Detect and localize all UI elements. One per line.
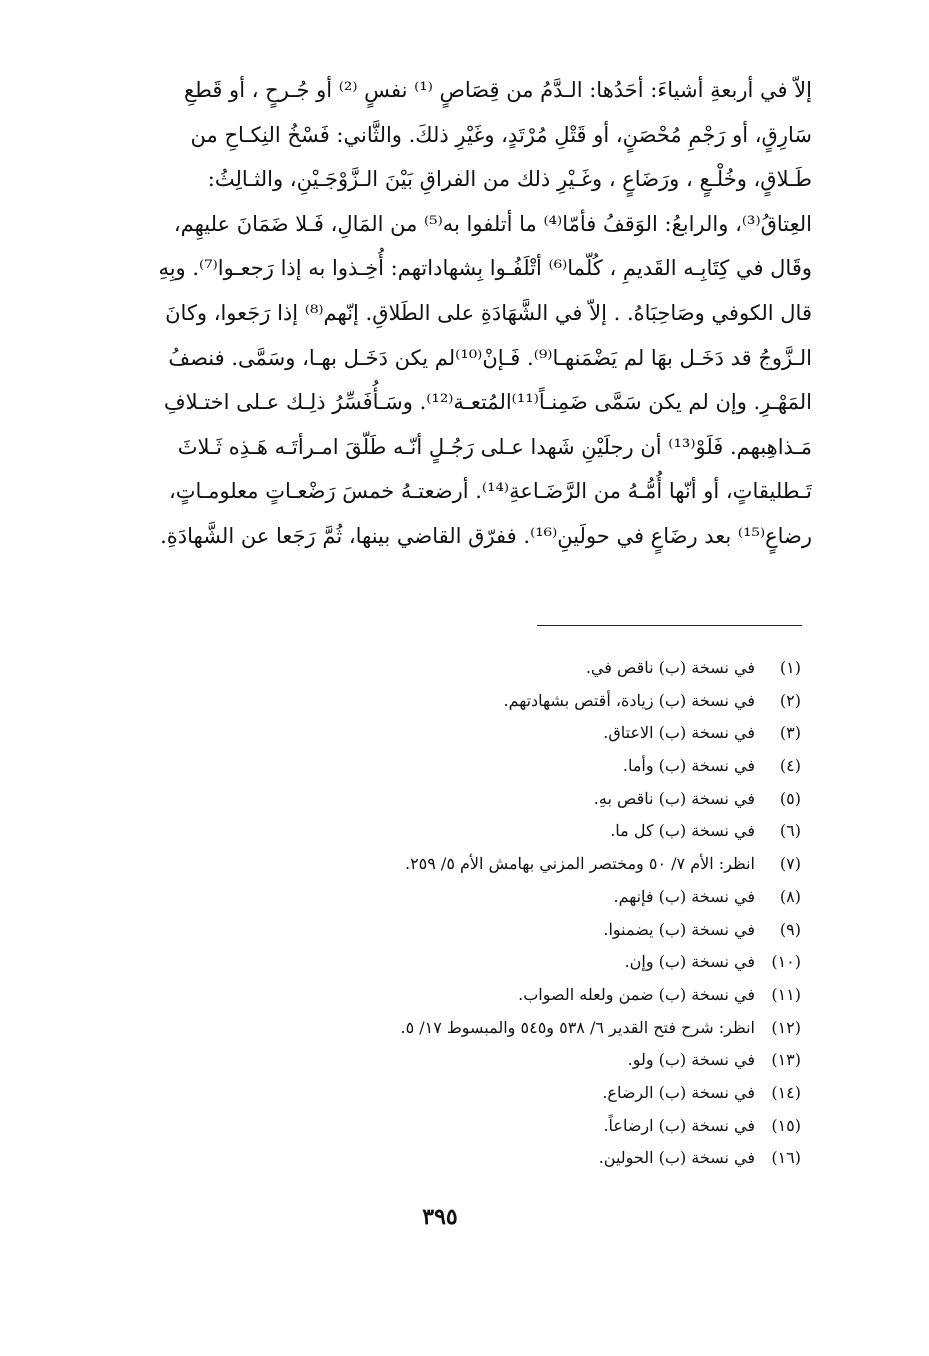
text-line: رضاعٍ⁽¹⁵⁾ بعد رضَاعٍ في حولَينِ⁽¹⁶⁾. ففرّق القاضي بينها، ثُمَّ رَجَعا عن الشَّهادَةِ. xyxy=(160,523,812,548)
footnote-item xyxy=(200,1044,801,1077)
text-line: الـزَّوجُ قد دَخَـل بهَا لم يَضْمَنهـا⁽⁹⁾. فَـإنْ⁽¹⁰⁾لم يكن دَخَـل بهـا، وسَمَّى. فنصفُ xyxy=(168,345,812,370)
page-number: ٣٩٥ xyxy=(422,1204,458,1230)
footnote-number: (١٦) xyxy=(771,1148,801,1168)
text-line: طَـلاقٍ، وخُلْـعٍ ، ورَضَاعٍ ، وغَـيْرِ ذلك من الفراقِ بَيْنَ الـزَّوْجَـيْنِ، والثـالِثُ: xyxy=(207,167,812,192)
footnote-item xyxy=(200,717,801,750)
footnote-item xyxy=(200,1142,801,1175)
footnote-text: انظر: الأم ٧/ ٥٠ ومختصر المزني بهامش الأم ٥/ ٢٥٩. xyxy=(404,854,755,874)
footnote-text: انظر: شرح فتح القدير ٦/ ٥٣٨ و٥٤٥ والمبسوط ١٧/ ٥. xyxy=(400,1017,755,1037)
footnote-number: (١٠) xyxy=(771,952,801,972)
footnote-item xyxy=(200,881,801,914)
text-line: تَـطليقاتٍ، أو أنّها أُمُّـهُ من الرَّضَـاعةِ⁽¹⁴⁾. أرضعتـهُ خمسَ رَضْعـاتٍ معلومـاتٍ، xyxy=(169,479,812,504)
text-line: المَهْـرِ. وإن لم يكن سَمَّى ضَمِنـاً⁽¹¹⁾المُتعـة⁽¹²⁾. وسَـأُفَسِّرُ ذلِـك عـلى اختـلافِ xyxy=(163,390,812,415)
footnote-item xyxy=(200,1077,801,1110)
footnote-text: في نسخة (ب) ولو. xyxy=(627,1050,755,1070)
footnote-text: في نسخة (ب) فإنهم. xyxy=(613,886,755,906)
footnote-number: (١) xyxy=(779,658,801,677)
footnote-separator-rule xyxy=(537,625,802,626)
footnote-item xyxy=(200,848,801,881)
footnote-number: (٣) xyxy=(779,723,801,743)
footnote-text: في نسخة (ب) الاعتاق. xyxy=(603,723,755,743)
footnote-text: في نسخة (ب) ناقص بهِ. xyxy=(593,788,755,808)
footnote-text: في نسخة (ب) ارضاعاً. xyxy=(603,1115,755,1135)
footnote-item xyxy=(200,652,801,685)
footnote-item xyxy=(200,750,801,783)
footnote-number: (٥) xyxy=(779,788,801,808)
footnote-item xyxy=(200,979,801,1012)
footnote-text: في نسخة (ب) وأما. xyxy=(622,756,755,776)
footnote-text: في نسخة (ب) ناقص في. xyxy=(585,658,755,677)
footnote-text: في نسخة (ب) كل ما. xyxy=(610,821,755,841)
footnote-number: (٤) xyxy=(779,756,801,776)
footnotes-list xyxy=(200,652,801,1175)
main-text-block xyxy=(100,68,812,559)
footnote-text: في نسخة (ب) زيادة، أقتص بشهادتهم. xyxy=(503,690,755,710)
footnote-number: (٢) xyxy=(779,690,801,710)
footnote-item xyxy=(200,1110,801,1143)
footnote-number: (١٤) xyxy=(771,1082,801,1102)
footnote-item xyxy=(200,815,801,848)
text-line: وقَال في كِتَابِـه القَديمِ ، كُلّما⁽⁶⁾ أتْلَفُـوا بِشهاداتهم: أُخِـذوا به إذا رَجعـوا⁽⁷⁾. وبِهِ xyxy=(158,256,812,281)
text-line: العِتاقُ⁽³⁾، والرابعُ: الوَقفُ فأمّا⁽⁴⁾ ما أتلفوا به⁽⁵⁾ من المَالِ، فَـلا ضَمَانَ عليهِم، xyxy=(173,211,812,236)
text-line: سَارِقٍ، أو رَجْمِ مُحْصَنٍ، أو قَتْلِ مُرْتَدٍ، وغَيْرِ ذلكَ. والثَّاني: فَسْخُ النِكـاحِ من xyxy=(190,122,812,147)
footnote-item xyxy=(200,783,801,816)
footnote-number: (١٢) xyxy=(771,1017,801,1037)
footnote-item xyxy=(200,914,801,947)
footnote-text: في نسخة (ب) وإن. xyxy=(624,952,755,972)
footnote-number: (٦) xyxy=(779,821,801,841)
text-line: مَـذاهِبهم. فَلَوْ⁽¹³⁾ أن رجلَيْنِ شَهدا عـلى رَجُـلٍ أنّـه طَلّقَ امـرأتَـه هَـذِه ثَـلاثَ xyxy=(177,434,812,459)
footnote-number: (٨) xyxy=(779,886,801,906)
footnote-item xyxy=(200,946,801,979)
footnote-number: (١٣) xyxy=(771,1050,801,1070)
footnote-number: (٧) xyxy=(779,854,801,874)
text-line: إلاّ في أربعةِ أشياءَ: أحَدُها: الـدَّمُ من قِصَاصٍ ⁽¹⁾ نفسٍ ⁽²⁾ أو جُـرحٍ ، أو قَطعِ xyxy=(183,78,812,102)
footnote-number: (١١) xyxy=(771,984,801,1004)
footnote-text: في نسخة (ب) يضمنوا. xyxy=(603,919,755,939)
footnote-number: (٩) xyxy=(779,919,801,939)
footnote-item xyxy=(200,685,801,718)
footnote-text: في نسخة (ب) ضمن ولعله الصواب. xyxy=(518,984,755,1004)
text-line: قال الكوفي وصَاحِبَاهُ. . إلاّ في الشَّهَادَةِ على الطَلاقِ. إنّهم⁽⁸⁾ إذا رَجَعوا، وكانَ xyxy=(165,300,812,325)
footnote-item xyxy=(200,1012,801,1045)
footnote-text: في نسخة (ب) الحولين. xyxy=(598,1148,755,1168)
footnote-text: في نسخة (ب) الرضاع. xyxy=(602,1082,755,1102)
footnote-number: (١٥) xyxy=(771,1115,801,1135)
